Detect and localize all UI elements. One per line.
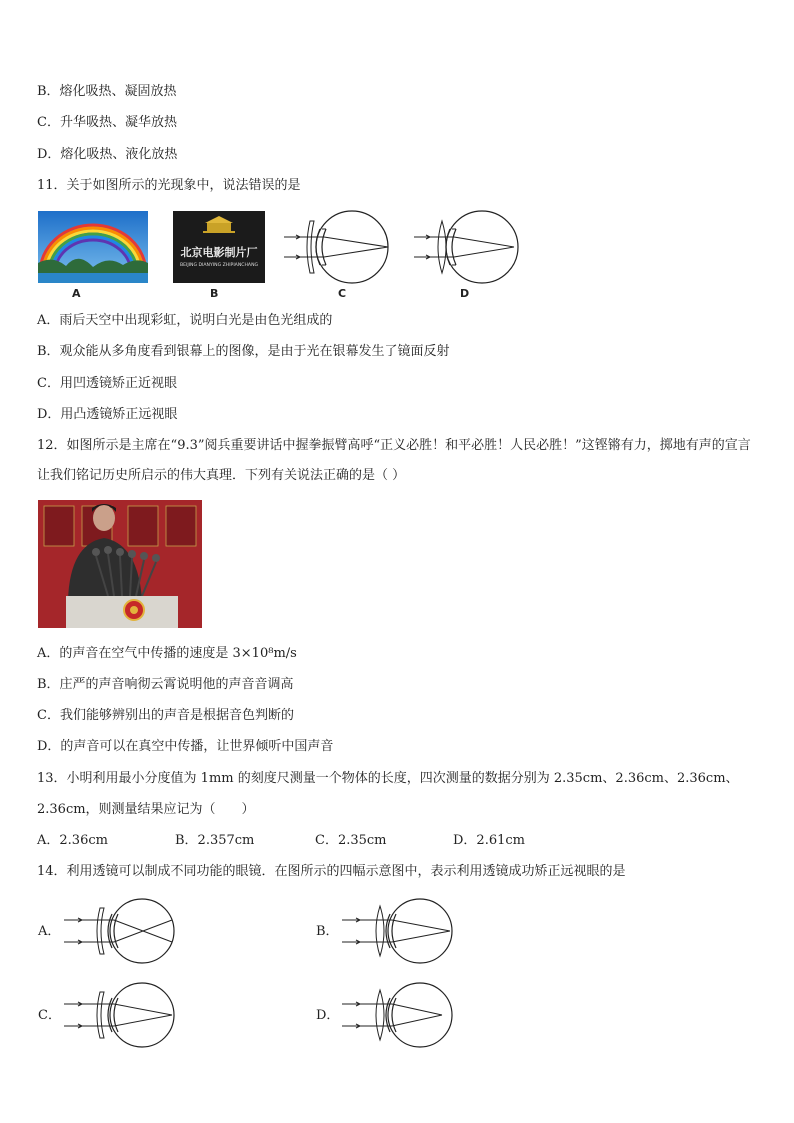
q11-option-a: A．雨后天空中出现彩虹，说明白光是由色光组成的	[37, 313, 333, 328]
convex-lens-eye-diagram	[410, 207, 530, 287]
q11-option-b: B．观众能从多角度看到银幕上的图像，是由于光在银幕发生了镜面反射	[37, 344, 450, 359]
q12-stem: 12．如图所示是主席在“9.3”阅兵重要讲话中握拳振臂高呼“正义必胜！和平必胜！人民必胜！”这铿锵有力，掷地有声的宣言让我们铭记历史所启示的伟大真理．下列有关说法正确的是（ ）	[37, 438, 751, 483]
q11-option-d: D．用凸透镜矫正远视眼	[37, 407, 178, 422]
q13-stem-line1: 13．小明利用最小分度值为 1mm 的刻度尺测量一个物体的长度，四次测量的数据分别为 2.35cm、2.36cm、2.36cm、	[37, 771, 739, 786]
q11-caption-c: C	[338, 287, 347, 300]
q13-stem-line2: 2.36cm，则测量结果应记为（ ）	[37, 802, 255, 817]
q14-stem: 14．利用透镜可以制成不同功能的眼镜．在图所示的四幅示意图中，表示利用透镜成功矫正远视眼的是	[37, 864, 626, 879]
q12-option-d: D．的声音可以在真空中传播，让世界倾听中国声音	[37, 739, 334, 754]
q12-option-b: B．庄严的声音响彻云霄说明他的声音音调高	[37, 677, 294, 692]
q12-option-c: C．我们能够辨别出的声音是根据音色判断的	[37, 708, 294, 723]
q10-option-c: C．升华吸热、凝华放热	[37, 115, 177, 130]
q14-diagram-c	[60, 980, 180, 1050]
concave-lens-eye-diagram	[280, 207, 400, 287]
sign-sub-text: BEIJING DIANYING ZHIPIANCHANG	[179, 263, 259, 268]
sign-main-text: 北京电影制片厂	[180, 246, 258, 259]
q14-label-a: A．	[38, 924, 61, 939]
speech-photo	[38, 500, 202, 628]
q13-option-a: A．2.36cm	[37, 833, 108, 848]
film-studio-image	[173, 211, 265, 283]
q13-option-d: D．2.61cm	[453, 833, 525, 848]
q11-caption-a: A	[72, 287, 81, 300]
q10-option-b: B．熔化吸热、凝固放热	[37, 84, 177, 99]
q13-option-b: B．2.357cm	[175, 833, 255, 848]
q12-option-a: A．的声音在空气中传播的速度是 3×10⁸m/s	[37, 646, 297, 661]
q14-label-c: C．	[38, 1008, 61, 1023]
q10-option-d: D．熔化吸热、液化放热	[37, 147, 178, 162]
rainbow-image	[38, 211, 148, 283]
q14-diagram-a	[60, 896, 180, 966]
q14-diagram-d	[338, 980, 458, 1050]
tiananmen-logo-icon	[203, 215, 235, 233]
q11-stem: 11．关于如图所示的光现象中，说法错误的是	[37, 178, 301, 193]
q14-label-d: D．	[316, 1008, 340, 1023]
q13-option-c: C．2.35cm	[315, 833, 387, 848]
q11-caption-b: B	[210, 287, 219, 300]
q14-diagram-b	[338, 896, 458, 966]
q11-option-c: C．用凹透镜矫正近视眼	[37, 376, 177, 391]
q11-caption-d: D	[460, 287, 470, 300]
q14-label-b: B．	[316, 924, 339, 939]
